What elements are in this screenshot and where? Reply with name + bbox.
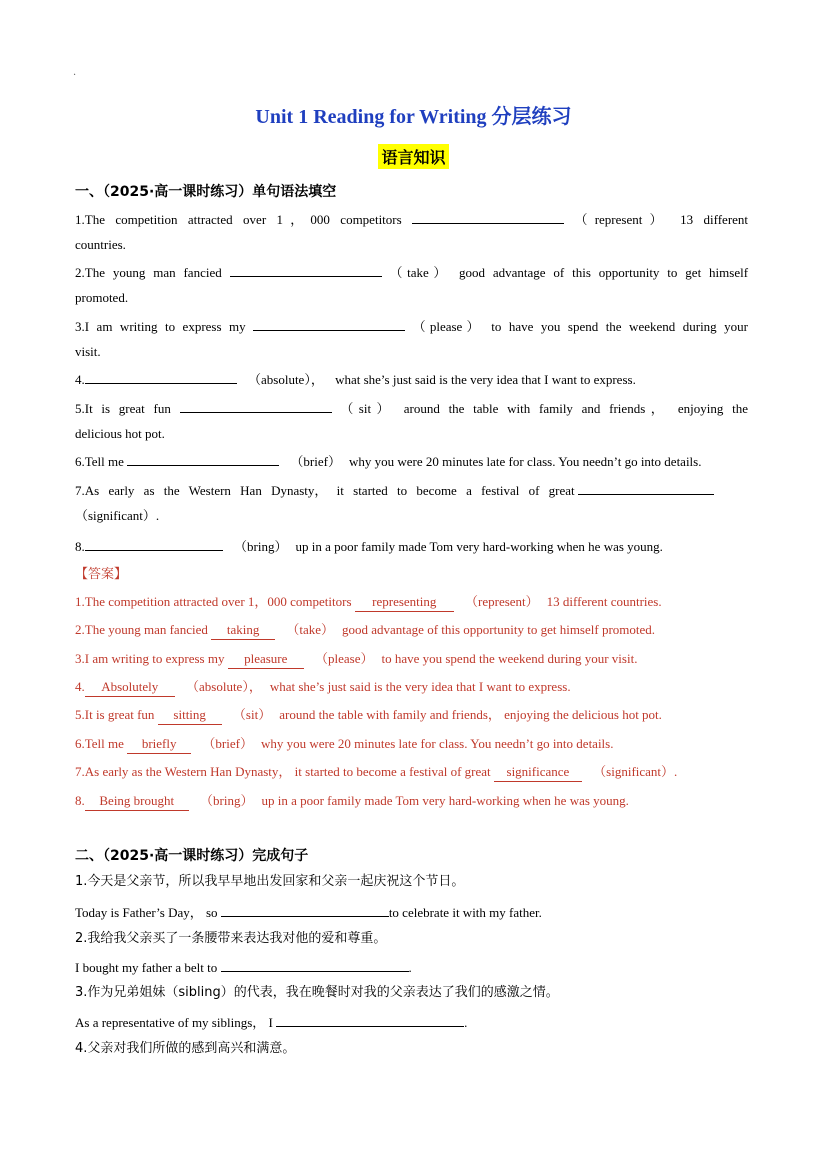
a2-text: 2.The young man fancied	[75, 622, 208, 637]
q3-text: 3.I am writing to express my	[75, 319, 246, 334]
q1-cont: countries.	[75, 237, 126, 252]
section1-heading: 一、（2025·高一课时练习）单句语法填空	[75, 184, 337, 200]
q5-text: 5.It is great fun	[75, 401, 171, 416]
badge-wrap	[0, 144, 827, 169]
s1-blank[interactable]	[221, 902, 389, 917]
question-6	[75, 451, 748, 471]
answer-6	[75, 735, 748, 754]
a8-hint: （bring）	[200, 793, 254, 808]
section-badge: 语言知识	[378, 144, 448, 169]
q3-cont: visit.	[75, 344, 101, 359]
a5-text-end: around the table with family and friends， enjoying the delicious hot pot.	[279, 707, 662, 722]
q7-cont: （significant）.	[75, 508, 160, 523]
s1-text-end: to celebrate it with my father.	[388, 905, 542, 920]
q4-text: 4.	[75, 372, 85, 387]
question-8	[75, 536, 748, 556]
q1-hint: （represent）	[574, 212, 670, 227]
a4-hint: （absolute），	[186, 679, 262, 694]
q1-blank[interactable]	[412, 209, 564, 224]
s3-text: As a representative of my siblings， I	[75, 1015, 273, 1030]
a7-hint: （significant）.	[593, 764, 678, 779]
answer-3	[75, 650, 748, 669]
q8-text-end: up in a poor family made Tom very hard-working when he was young.	[295, 539, 663, 554]
a1-text-end: 13 different countries.	[546, 594, 662, 609]
a8-text-end: up in a poor family made Tom very hard-working when he was young.	[261, 793, 629, 808]
q3-hint: （please）	[412, 319, 484, 334]
a4-text: 4.	[75, 679, 85, 694]
question-2	[75, 262, 748, 282]
a6-hint: （brief）	[202, 736, 253, 751]
q5-blank[interactable]	[180, 398, 332, 413]
page-title: Unit 1 Reading for Writing 分层练习	[255, 106, 572, 128]
question-3	[75, 316, 748, 336]
q3-blank[interactable]	[253, 316, 405, 331]
a5-fill: sitting	[158, 706, 222, 725]
q6-blank[interactable]	[127, 451, 279, 466]
a3-text-end: to have you spend the weekend during your visit.	[381, 651, 638, 666]
a7-fill: significance	[494, 763, 582, 782]
s3-text-end: .	[464, 1015, 468, 1030]
s3-chinese: 3.作为兄弟姐妹（sibling）的代表，我在晚餐时对我的父亲表达了我们的感激之情。	[75, 985, 559, 1000]
q6-text-end: why you were 20 minutes late for class. You needn’t go into details.	[348, 454, 702, 469]
question-7	[75, 480, 753, 500]
a4-fill: Absolutely	[85, 678, 175, 697]
a7-text: 7.As early as the Western Han Dynasty， it started to become a festival of great	[75, 764, 491, 779]
q5-text-end: around the table with family and friends， enjoying the	[403, 401, 749, 416]
q1-text: 1.The competition attracted over 1，000 competitors	[75, 212, 402, 227]
sentence-1	[75, 902, 748, 922]
a4-text-end: what she’s just said is the very idea that I want to express.	[269, 679, 571, 694]
q4-hint: （absolute），	[248, 372, 324, 387]
q2-blank[interactable]	[230, 262, 382, 277]
q2-text-end: good advantage of this opportunity to get himself	[458, 265, 749, 280]
q2-hint: （take）	[389, 265, 452, 280]
a5-text: 5.It is great fun	[75, 707, 155, 722]
q7-text: 7.As early as the Western Han Dynasty， it started to become a festival of great	[75, 483, 575, 498]
a6-fill: briefly	[127, 735, 191, 754]
q8-text: 8.	[75, 539, 85, 554]
s2-chinese: 2.我给我父亲买了一条腰带来表达我对他的爱和尊重。	[75, 931, 387, 946]
s2-text-end: .	[408, 960, 412, 975]
a2-fill: taking	[211, 621, 275, 640]
q8-hint: （bring）	[234, 539, 288, 554]
question-1	[75, 209, 748, 229]
q6-hint: （brief）	[290, 454, 341, 469]
question-5	[75, 398, 748, 418]
a2-text-end: good advantage of this opportunity to get himself promoted.	[342, 622, 656, 637]
q3-text-end: to have you spend the weekend during your	[491, 319, 748, 334]
a6-text: 6.Tell me	[75, 736, 124, 751]
answer-8	[75, 792, 748, 811]
q2-text: 2.The young man fancied	[75, 265, 222, 280]
a8-fill: Being brought	[85, 792, 189, 811]
answer-7	[75, 763, 748, 782]
q7-blank[interactable]	[578, 480, 714, 495]
s4-chinese: 4.父亲对我们所做的感到高兴和满意。	[75, 1041, 296, 1056]
q6-text: 6.Tell me	[75, 454, 124, 469]
section2-heading: 二、（2025·高一课时练习）完成句子	[75, 848, 309, 864]
answer-4	[75, 678, 748, 697]
answer-1	[75, 593, 748, 612]
s3-blank[interactable]	[276, 1012, 464, 1027]
s2-blank[interactable]	[221, 957, 409, 972]
q5-cont: delicious hot pot.	[75, 426, 165, 441]
a3-fill: pleasure	[228, 650, 304, 669]
a2-hint: （take）	[286, 622, 334, 637]
answer-5	[75, 706, 748, 725]
q2-cont: promoted.	[75, 290, 129, 305]
answer-label: 【答案】	[75, 566, 128, 581]
s1-chinese: 1.今天是父亲节，所以我早早地出发回家和父亲一起庆祝这个节日。	[75, 874, 465, 889]
s1-text: Today is Father’s Day， so	[75, 905, 218, 920]
sentence-3	[75, 1012, 748, 1032]
q4-text-end: what she’s just said is the very idea that I want to express.	[335, 372, 636, 387]
q5-hint: （sit）	[340, 401, 396, 416]
a3-text: 3.I am writing to express my	[75, 651, 225, 666]
a6-text-end: why you were 20 minutes late for class. You needn’t go into details.	[260, 736, 614, 751]
a3-hint: （please）	[314, 651, 374, 666]
sentence-2	[75, 957, 748, 977]
a1-text: 1.The competition attracted over 1，000 competitors	[75, 594, 352, 609]
q8-blank[interactable]	[85, 536, 223, 551]
s2-text: I bought my father a belt to	[75, 960, 218, 975]
q4-blank[interactable]	[85, 369, 237, 384]
a5-hint: （sit）	[232, 707, 272, 722]
a1-fill: representing	[355, 593, 454, 612]
a8-text: 8.	[75, 793, 85, 808]
a1-hint: （represent）	[465, 594, 539, 609]
answer-2	[75, 621, 748, 640]
q1-text-end: 13 different	[680, 212, 749, 227]
page-marker: ·	[73, 70, 77, 81]
question-4	[75, 369, 748, 389]
